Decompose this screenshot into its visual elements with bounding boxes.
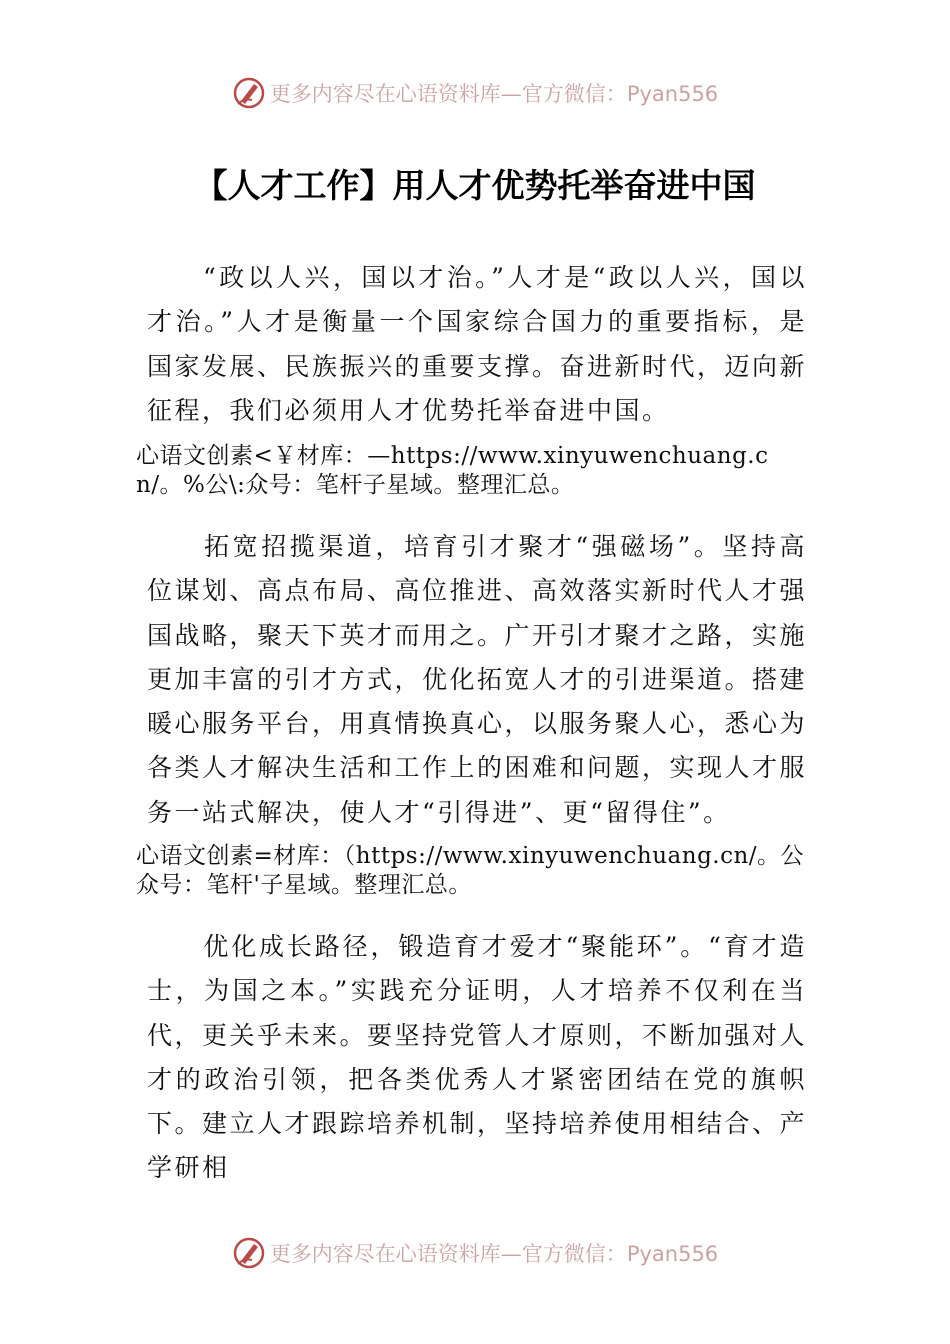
paragraph-text: 优化成长路径，锻造育才爱才“聚能环”。“育才造士，为国之本。”实践充分证明，人才培养不仅利在当代，更关乎未来。要坚持党管人才原则，不断加强对人才的政治引领，把各类优秀人才紧密团结在党的旗帜下。建立人才跟踪培养机制，坚持培养使用相结合、产学研相 (147, 932, 808, 1183)
banner-text (270, 1238, 718, 1268)
watermark-note: 心语文创素=材库：（https://www.xinyuwenchuang.cn/。公众号：笔杆'子星域。整理汇总。 (136, 843, 805, 898)
banner-text (270, 78, 718, 108)
watermark-note: 心语文创素<￥材库：—https://www.xinyuwenchuang.cn/。%公\:众号：笔杆子星域。整理汇总。 (136, 443, 769, 498)
pen-logo-icon (232, 76, 266, 110)
body-paragraph (147, 925, 807, 1191)
banner-wechat-label: 官方微信： (521, 1242, 627, 1266)
pen-logo-icon (232, 1236, 266, 1270)
footer-banner (0, 1233, 950, 1273)
page-title: 【人才工作】用人才优势托举奋进中国 (194, 166, 756, 205)
banner-wechat-id: Pyan556 (626, 1242, 719, 1266)
body-paragraph (147, 256, 807, 433)
banner-slogan: 更多内容尽在心语资料库— (269, 1242, 522, 1266)
banner-wechat-id: Pyan556 (626, 82, 719, 106)
body-paragraph (147, 525, 807, 835)
header-banner (0, 73, 950, 113)
paragraph-text: “政以人兴，国以才治。”人才是“政以人兴，国以才治。”人才是衡量一个国家综合国力的重要指标，是国家发展、民族振兴的重要支撑。奋进新时代，迈向新征程，我们必须用人才优势托举奋进中国。 (147, 263, 808, 425)
paragraph-text: 拓宽招揽渠道，培育引才聚才“强磁场”。坚持高位谋划、高点布局、高位推进、高效落实新时代人才强国战略，聚天下英才而用之。广开引才聚才之路，实施更加丰富的引才方式，优化拓宽人才的引进渠道。搭建暖心服务平台，用真情换真心，以服务聚人心，悉心为各类人才解决生活和工作上的困难和问题，实现人才服务一站式解决，使人才“引得进”、更“留得住”。 (147, 532, 808, 827)
banner-slogan: 更多内容尽在心语资料库— (269, 82, 522, 106)
banner-wechat-label: 官方微信： (521, 82, 627, 106)
